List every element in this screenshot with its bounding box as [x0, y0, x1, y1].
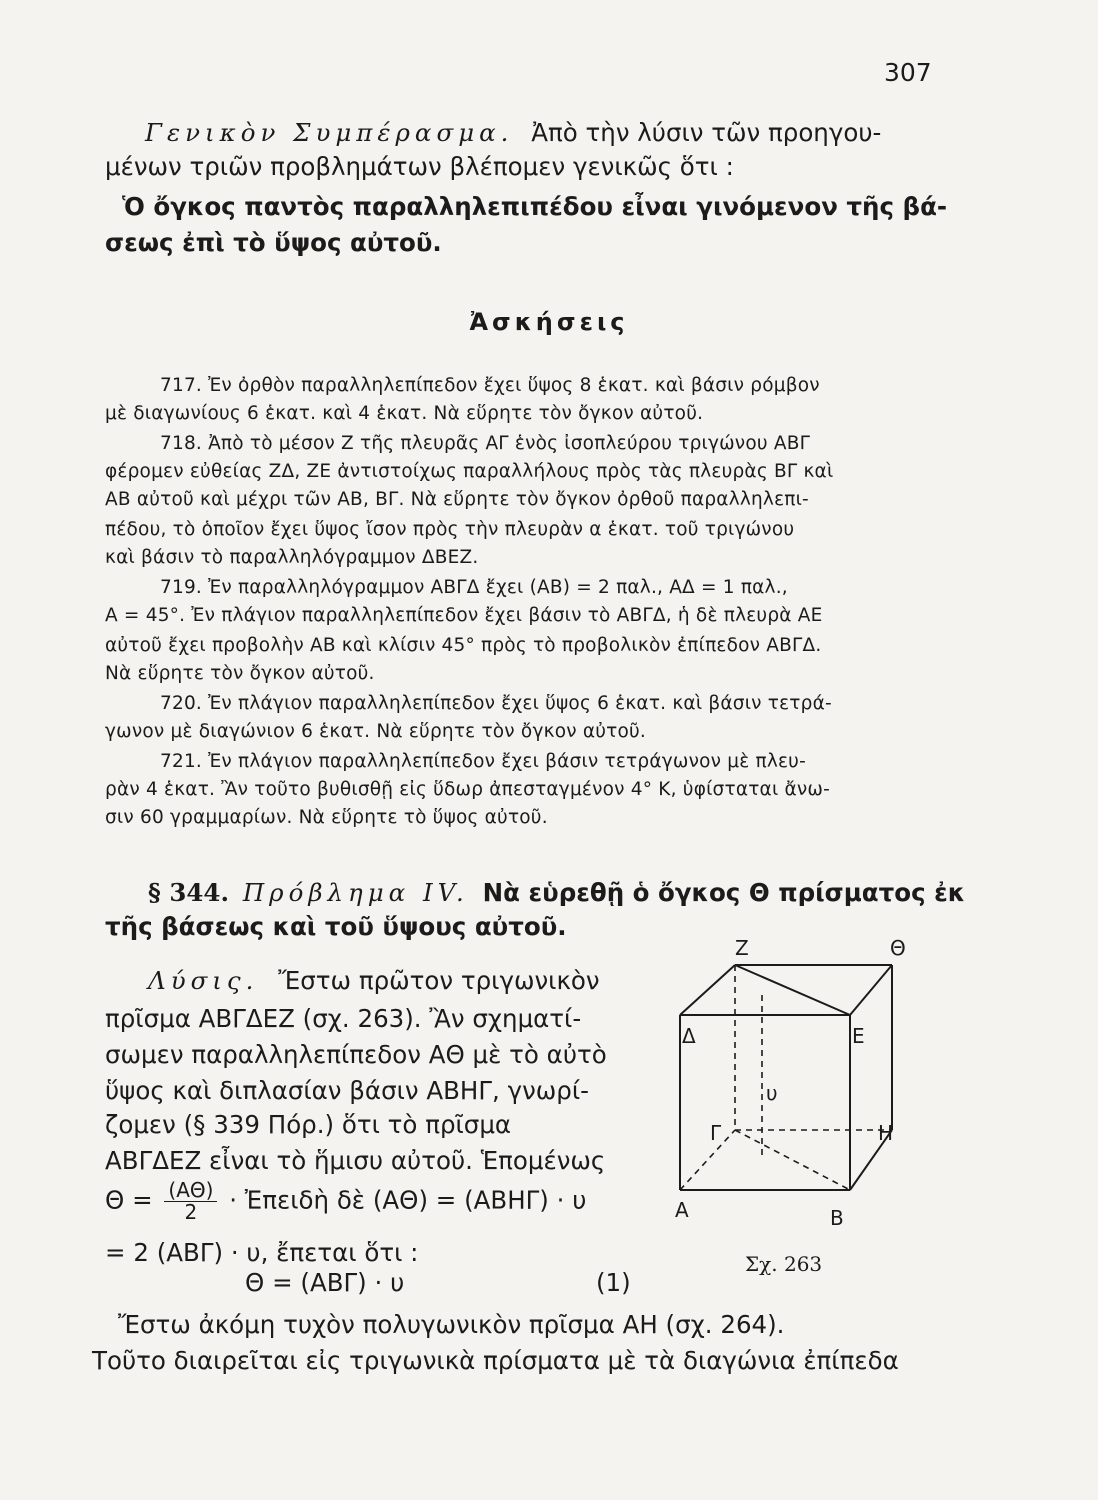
conclusion-line-1 — [145, 118, 881, 147]
problem-statement: Νὰ εὑρεθῇ ὁ ὄγκος Θ πρίσματος ἐκ — [482, 878, 966, 907]
figure-labels — [675, 936, 906, 1230]
problem-label: Πρόβλημα IV. — [242, 878, 469, 907]
problem-heading-line-2: τῆς βάσεως καὶ τοῦ ὕψους αὐτοῦ. — [105, 912, 567, 941]
exercise-line: ΑΒ αὐτοῦ καὶ μέχρι τῶν ΑΒ, ΒΓ. Νὰ εὕρητε τὸν ὄγκον ὀρθοῦ παραλληλεπι- — [105, 489, 809, 510]
exercise-line: σιν 60 γραμμαρίων. Νὰ εὕρητε τὸ ὕψος αὐτοῦ. — [105, 807, 548, 828]
conclusion-line-2: μένων τριῶν προβλημάτων βλέπομεν γενικῶς ὅτι : — [105, 152, 734, 181]
formula-fraction — [164, 1180, 217, 1223]
label-upsilon: υ — [766, 1081, 778, 1105]
exercise-line: 719. Ἐν παραλληλόγραμμον ΑΒΓΔ ἔχει (ΑΒ) = 2 παλ., ΑΔ = 1 παλ., — [160, 577, 788, 598]
edge-delta-z — [680, 965, 735, 1015]
exercise-line: φέρομεν εὐθείας ΖΔ, ΖΕ ἀντιστοίχως παραλλήλους πρὸς τὰς πλευρὰς ΒΓ καὶ — [105, 461, 834, 482]
label-e: Ε — [852, 1024, 865, 1048]
section-number: § 344. — [148, 878, 230, 907]
exercise-line: Νὰ εὕρητε τὸν ὄγκον αὐτοῦ. — [105, 663, 375, 684]
solution-line: σωμεν παραλληλεπίπεδον ΑΘ μὲ τὸ αὐτὸ — [105, 1040, 607, 1069]
hidden-edge-a-gamma — [680, 1130, 735, 1190]
solution-line: πρῖσμα ΑΒΓΔΕΖ (σχ. 263). Ἂν σχηματί- — [105, 1004, 582, 1033]
conclusion-bold-line-2: σεως ἐπὶ τὸ ὕψος αὐτοῦ. — [105, 228, 442, 257]
fraction-denominator: 2 — [184, 1200, 198, 1224]
label-z: Ζ — [735, 936, 749, 960]
fraction-numerator: (ΑΘ) — [164, 1180, 217, 1202]
result-formula: Θ = (ΑΒΓ) · υ — [245, 1268, 405, 1297]
conclusion-line1-rest: Ἀπὸ τὴν λύσιν τῶν προηγου- — [531, 118, 882, 147]
exercise-line: μὲ διαγωνίους 6 ἑκατ. καὶ 4 ἑκατ. Νὰ εὕρητε τὸν ὄγκον αὐτοῦ. — [105, 403, 704, 424]
exercise-line: αὐτοῦ ἔχει προβολὴν ΑΒ καὶ κλίσιν 45° πρὸς τὸ προβολικὸν ἐπίπεδον ΑΒΓΔ. — [105, 635, 822, 656]
label-h: Η — [878, 1121, 894, 1145]
hidden-edge-gamma-b — [735, 1130, 850, 1190]
conclusion-bold-line-1: Ὁ ὄγκος παντὸς παραλληλεπιπέδου εἶναι γινόμενον τῆς βά- — [122, 192, 948, 221]
exercise-line: 718. Ἀπὸ τὸ μέσον Ζ τῆς πλευρᾶς ΑΓ ἑνὸς ἰσοπλεύρου τριγώνου ΑΒΓ — [160, 433, 811, 454]
exercises-title: Ἀσκήσεις — [469, 308, 629, 336]
solution-label: Λύσις. — [148, 966, 259, 995]
exercise-line: 721. Ἐν πλάγιον παραλληλεπίπεδον ἔχει βάσιν τετράγωνον μὲ πλευ- — [160, 751, 806, 772]
formula-line — [105, 1180, 586, 1223]
solution-line1-text: Ἔστω πρῶτον τριγωνικὸν — [278, 966, 600, 995]
solution-line: ζομεν (§ 339 Πόρ.) ὅτι τὸ πρῖσμα — [105, 1110, 512, 1139]
exercise-line: ρὰν 4 ἑκατ. Ἂν τοῦτο βυθισθῇ εἰς ὕδωρ ἀπεσταγμένον 4° Κ, ὑφίσταται ἄνω- — [105, 779, 830, 800]
label-theta: Θ — [890, 936, 906, 960]
exercise-line: Α = 45°. Ἐν πλάγιον παραλληλεπίπεδον ἔχει βάσιν τὸ ΑΒΓΔ, ἡ δὲ πλευρὰ ΑΕ — [105, 605, 823, 626]
page-number: 307 — [884, 58, 932, 87]
prism-figure — [660, 935, 920, 1245]
exercise-line: γωνον μὲ διαγώνιον 6 ἑκατ. Νὰ εὕρητε τὸν ὄγκον αὐτοῦ. — [105, 721, 646, 742]
exercise-line: 717. Ἐν ὀρθὸν παραλληλεπίπεδον ἔχει ὕψος 8 ἑκατ. καὶ βάσιν ρόμβον — [160, 375, 820, 396]
solution-line: ὕψος καὶ διπλασίαν βάσιν ΑΒΗΓ, γνωρί- — [105, 1076, 589, 1105]
formula-rest: · Ἐπειδὴ δὲ (ΑΘ) = (ΑΒΗΓ) · υ — [229, 1185, 587, 1215]
edge-z-e — [735, 965, 850, 1015]
hidden-lines — [680, 965, 892, 1190]
exercise-line: καὶ βάσιν τὸ παραλληλόγραμμον ΔΒΕΖ. — [105, 547, 479, 568]
problem-heading-line-1 — [148, 878, 965, 907]
exercise-line: 720. Ἐν πλάγιον παραλληλεπίπεδον ἔχει ὕψος 6 ἑκατ. καὶ βάσιν τετρά- — [160, 693, 832, 714]
solution-line: ΑΒΓΔΕΖ εἶναι τὸ ἥμισυ αὐτοῦ. Ἑπομένως — [105, 1146, 606, 1175]
final-line-2: Τοῦτο διαιρεῖται εἰς τριγωνικὰ πρίσματα μὲ τὰ διαγώνια ἐπίπεδα — [92, 1346, 899, 1375]
label-delta: Δ — [682, 1024, 696, 1048]
label-gamma: Γ — [710, 1121, 722, 1145]
exercise-line: πέδου, τὸ ὁποῖον ἔχει ὕψος ἴσον πρὸς τὴν πλευρὰν α ἑκατ. τοῦ τριγώνου — [105, 519, 795, 540]
solution-line-after: = 2 (ΑΒΓ) · υ, ἔπεται ὅτι : — [105, 1238, 419, 1267]
edge-e-theta — [850, 965, 892, 1015]
formula-lhs: Θ = — [105, 1185, 153, 1215]
figure-caption: Σχ. 263 — [745, 1252, 823, 1276]
label-b: Β — [830, 1206, 844, 1230]
final-line-1: Ἔστω ἀκόμη τυχὸν πολυγωνικὸν πρῖσμα ΑΗ (σχ. 264). — [118, 1310, 785, 1339]
result-tag: (1) — [596, 1268, 631, 1297]
conclusion-heading: Γενικὸν Συμπέρασμα. — [145, 118, 514, 147]
solution-line-1 — [148, 966, 600, 995]
label-a: Α — [675, 1198, 689, 1222]
